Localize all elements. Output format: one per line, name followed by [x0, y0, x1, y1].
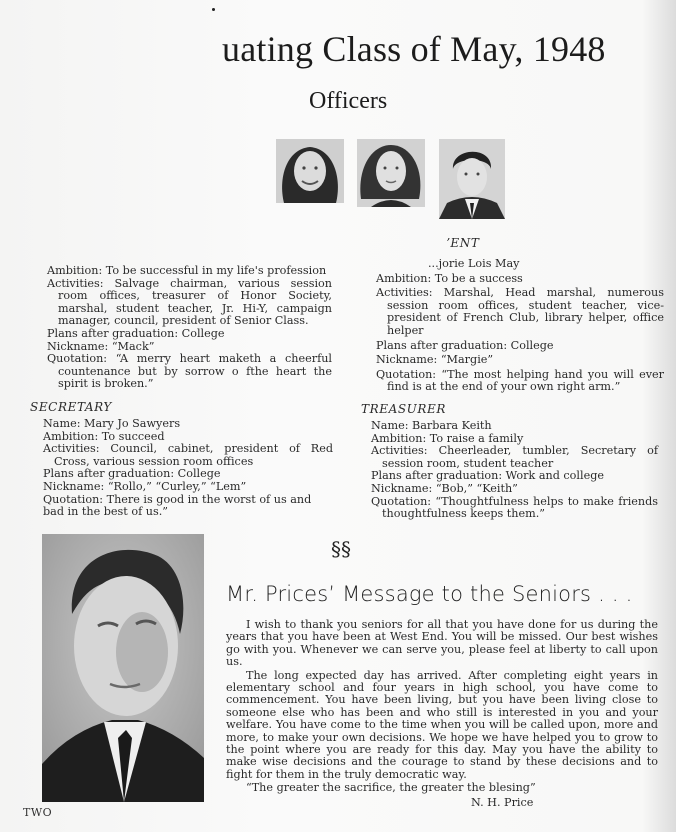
treasurer-nickname: Nickname: “Bob,” “Keith”: [371, 481, 518, 495]
vice-president-activities: Activities: Marshal, Head marshal, numerous session room offices, student teacher, vice-president of French Club, library helper, office helper: [376, 286, 664, 337]
principal-portrait: [42, 534, 204, 802]
secretary-quotation: Quotation: There is good in the worst of us and bad in the best of us.”: [43, 492, 312, 519]
message-body: [226, 619, 658, 810]
portrait-man-icon: [439, 139, 505, 219]
message-title: Mr. Prices’ Message to the Seniors . . .: [226, 582, 633, 606]
treasurer-quotation: Quotation: “Thoughtfulness helps to make friends thoughtfulness keeps them.”: [371, 494, 658, 521]
page-title: uating Class of May, 1948: [222, 29, 606, 69]
officer-photo-3: [439, 139, 505, 219]
message-signature: N. H. Price: [471, 795, 534, 809]
president-plans: Plans after graduation: College: [47, 326, 225, 340]
portrait-man-icon: [42, 534, 204, 802]
vice-president-ambition: Ambition: To be a success: [376, 271, 523, 285]
president-nickname: Nickname: “Mack”: [47, 339, 155, 353]
officers-heading: Officers: [309, 88, 388, 114]
ink-speck: [212, 8, 215, 11]
secretary-heading: SECRETARY: [30, 400, 112, 414]
vice-president-heading: ʼENT: [446, 236, 480, 250]
secretary-name: Name: Mary Jo Sawyers: [43, 417, 181, 430]
section-divider-icon: §§: [331, 537, 351, 561]
treasurer-activities: Activities: Cheerleader, tumbler, Secretary of session room, student teacher: [371, 444, 658, 470]
secretary-plans: Plans after graduation: College: [43, 467, 221, 481]
secretary-activities: Activities: Council, cabinet, president of Red Cross, various session room offices: [43, 442, 333, 468]
president-activities: Activities: Salvage chairman, various session room offices, treasurer of Honor Society, marshal, student teacher, Jr. Hi-Y, campaign manager, council, president of Senior Class.: [47, 276, 332, 328]
page-number: TWO: [23, 806, 53, 819]
message-quote: “The greater the sacrifice, the greater the blesing”: [246, 781, 536, 795]
treasurer-heading: TREASURER: [361, 402, 447, 416]
secretary-ambition: Ambition: To succeed: [43, 429, 165, 443]
secretary-entry: [43, 418, 333, 519]
treasurer-entry: [371, 420, 658, 521]
officer-photo-1: [276, 139, 344, 203]
officer-photo-2: [357, 139, 425, 207]
message-paragraph-2: The long expected day has arrived. After completing eight years in elementary school and four years in high school, you have come to commencement. You have been living, but you have been living close to someone else who has been and who still is interested in you and your welfare. You have come to the time when you will be called upon, more and more, to make your own decisions. We hope we have helped you to grow to the point where you are ready for this day. May you have the ability to make wise decisions and the courage to stand by these decisions and to fight for them in the truly democratic way.: [226, 668, 658, 781]
secretary-nickname: Nickname: “Rollo,” “Curley,” “Lem”: [43, 479, 247, 493]
president-entry: [47, 265, 332, 391]
message-paragraph-1: I wish to thank you seniors for all that you have done for us during the years that you have been at West End. You will be missed. Our best wishes go with you. Whenever we can serve you, please feel at liberty to call upon us.: [226, 618, 658, 669]
portrait-woman-icon: [357, 139, 425, 207]
president-ambition: Ambition: To be successful in my life's profession: [47, 264, 327, 277]
treasurer-name: Name: Barbara Keith: [371, 419, 492, 432]
vice-president-nickname: Nickname: “Margie”: [376, 353, 494, 367]
vice-president-entry: [376, 258, 664, 394]
vice-president-plans: Plans after graduation: College: [376, 338, 554, 352]
vice-president-quotation: Quotation: “The most helping hand you will ever find is at the end of your own right arm.”: [376, 367, 664, 394]
portrait-woman-icon: [276, 139, 344, 203]
treasurer-plans: Plans after graduation: Work and college: [371, 469, 604, 483]
vice-president-name: ...jorie Lois May: [428, 257, 520, 270]
treasurer-ambition: Ambition: To raise a family: [371, 431, 524, 445]
president-quotation: Quotation: “A merry heart maketh a cheerful countenance but by sorrow o fthe heart the spirit is broken.”: [47, 352, 332, 391]
